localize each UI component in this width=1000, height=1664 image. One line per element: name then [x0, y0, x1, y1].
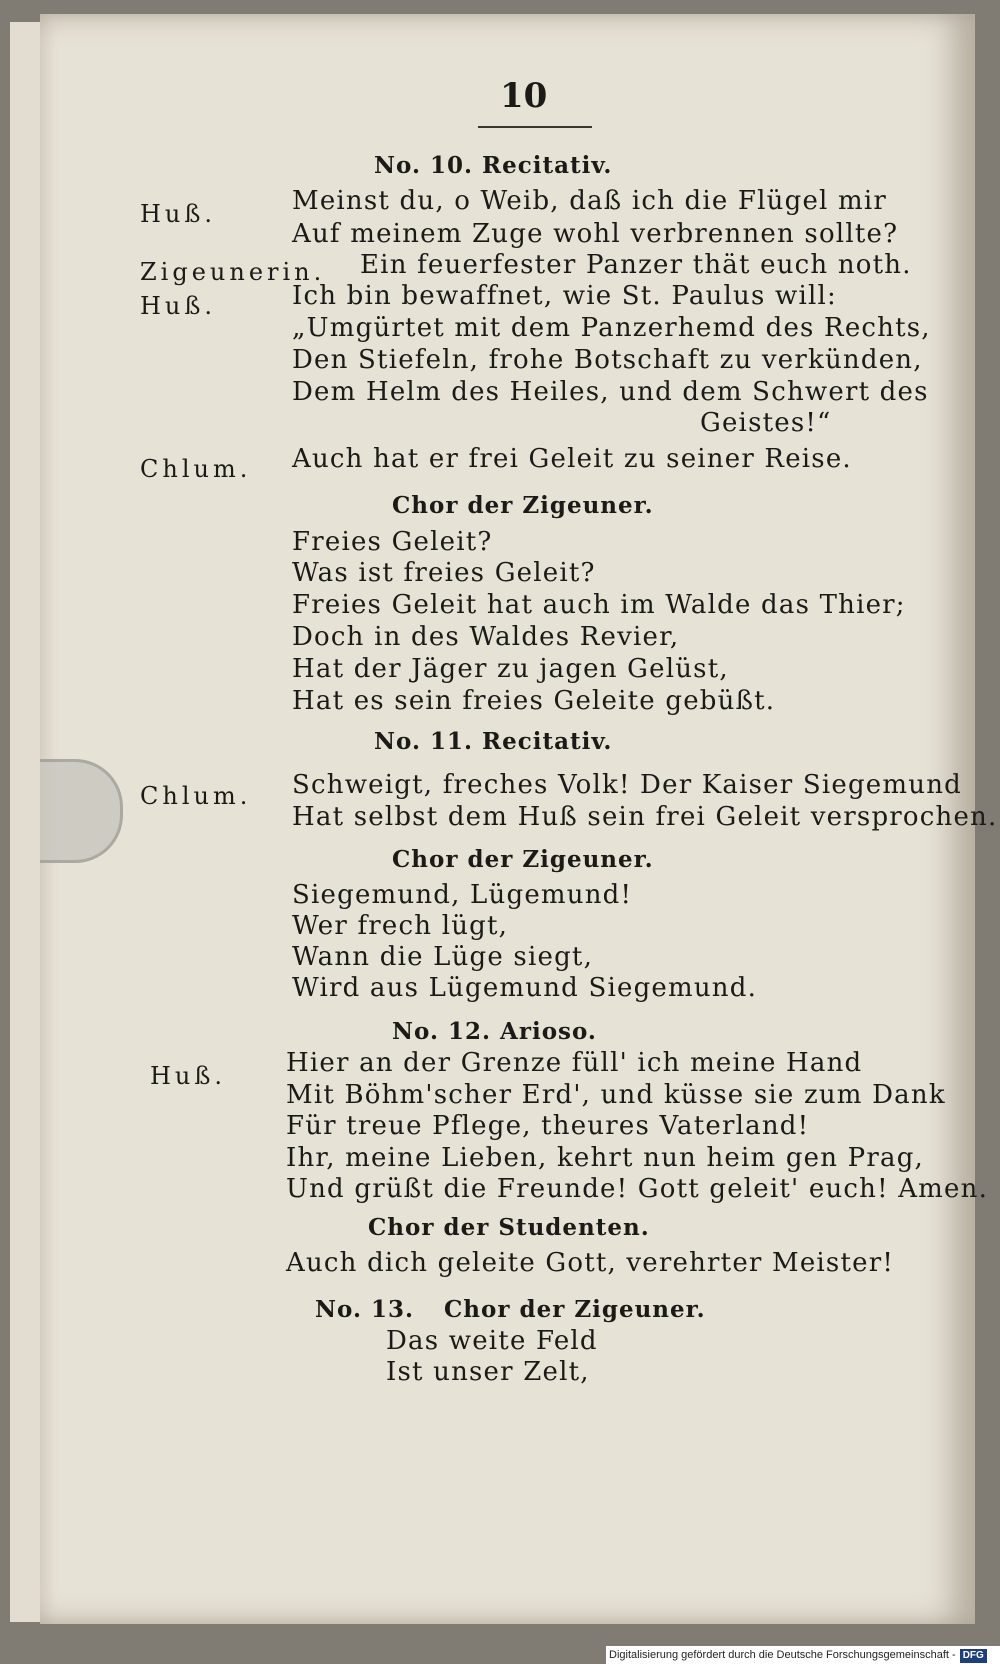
footer-text: Digitalisierung gefördert durch die Deutsche Forschungsgemeinschaft -: [609, 1649, 956, 1661]
dfg-logo: DFG: [960, 1649, 987, 1663]
verse-line: Freies Geleit hat auch im Walde das Thier;: [292, 590, 906, 620]
verse-line: Ihr, meine Lieben, kehrt nun heim gen Prag,: [286, 1143, 925, 1173]
speaker-label: Huß.: [150, 1062, 227, 1090]
speaker-label: Chlum.: [140, 782, 252, 810]
verse-line: Den Stiefeln, frohe Botschaft zu verkünden,: [292, 345, 923, 375]
verse-line: „Umgürtet mit dem Panzerhemd des Rechts,: [292, 313, 931, 343]
page-number-rule: [478, 126, 592, 128]
verse-line: Hat selbst dem Huß sein frei Geleit versprochen.: [292, 802, 998, 832]
verse-line: Hat es sein freies Geleite gebüßt.: [292, 686, 776, 716]
paper-clip: [40, 759, 123, 863]
page-number: 10: [500, 76, 548, 116]
section-heading: No. 12. Arioso.: [392, 1018, 597, 1045]
verse-line: Doch in des Waldes Revier,: [292, 622, 680, 652]
chorus-heading: Chor der Zigeuner.: [392, 492, 654, 519]
verse-line: Freies Geleit?: [292, 527, 493, 557]
speaker-label: Chlum.: [140, 455, 252, 483]
verse-line: Siegemund, Lügemund!: [292, 880, 633, 910]
footer-credit: [606, 1646, 1000, 1664]
verse-line: Ich bin bewaffnet, wie St. Paulus will:: [292, 281, 837, 311]
verse-line: Hier an der Grenze füll' ich meine Hand: [286, 1048, 863, 1078]
verse-line: Auf meinem Zuge wohl verbrennen sollte?: [292, 219, 899, 249]
speaker-label: Huß.: [140, 292, 217, 320]
verse-line: Mit Böhm'scher Erd', und küsse sie zum Dank: [286, 1080, 946, 1110]
section-heading: No. 10. Recitativ.: [374, 152, 613, 179]
verse-line: Auch dich geleite Gott, verehrter Meister!: [286, 1248, 894, 1278]
verse-line: Das weite Feld: [386, 1326, 598, 1356]
verse-line: Dem Helm des Heiles, und dem Schwert des: [292, 377, 929, 407]
verse-line: Und grüßt die Freunde! Gott geleit' euch! Amen.: [286, 1174, 989, 1204]
verse-line: Wird aus Lügemund Siegemund.: [292, 973, 758, 1003]
verse-line: Ein feuerfester Panzer thät euch noth.: [360, 250, 912, 280]
chorus-heading: Chor der Zigeuner.: [444, 1296, 706, 1323]
section-heading: No. 11. Recitativ.: [374, 728, 613, 755]
chorus-heading: Chor der Studenten.: [368, 1214, 650, 1241]
verse-line: Geistes!“: [700, 408, 832, 438]
verse-line: Hat der Jäger zu jagen Gelüst,: [292, 654, 729, 684]
speaker-label: Huß.: [140, 200, 217, 228]
verse-line: Für treue Pflege, theures Vaterland!: [286, 1111, 810, 1141]
verse-line: Wann die Lüge siegt,: [292, 942, 594, 972]
speaker-label: Zigeunerin.: [140, 258, 326, 286]
verse-line: Was ist freies Geleit?: [292, 558, 596, 588]
verse-line: Auch hat er frei Geleit zu seiner Reise.: [292, 444, 852, 474]
verse-line: Schweigt, freches Volk! Der Kaiser Siegemund: [292, 770, 962, 800]
verse-line: Wer frech lügt,: [292, 911, 509, 941]
verse-line: Meinst du, o Weib, daß ich die Flügel mir: [292, 186, 888, 216]
verse-line: Ist unser Zelt,: [386, 1357, 590, 1387]
chorus-heading: Chor der Zigeuner.: [392, 846, 654, 873]
section-number: No. 13.: [315, 1296, 414, 1323]
